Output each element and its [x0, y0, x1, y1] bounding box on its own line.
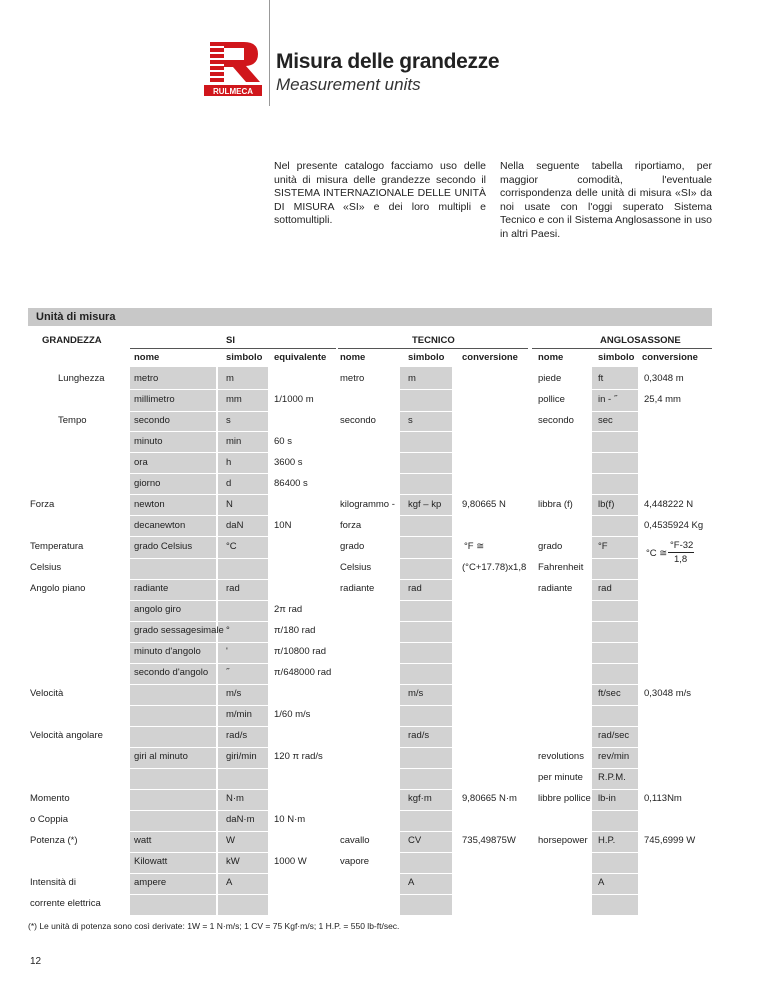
- row-sep: [130, 536, 710, 537]
- cell: Celsius: [340, 562, 372, 573]
- cell: kW: [226, 856, 240, 867]
- cell: giri/min: [226, 751, 257, 762]
- row-sep: [130, 789, 710, 790]
- row-sep: [130, 558, 710, 559]
- intro-paragraph-right: Nella seguente tabella riportiamo, per maggior comodità, l'eventuale corrispondenza delle unità di misura «SI» da noi usate con l'oggi superato Sistema Tecnico e con il Sistema Anglosassone in uso in altri Paesi.: [500, 160, 712, 240]
- cell: pollice: [538, 394, 565, 405]
- cell: libbra (f): [538, 499, 573, 510]
- cell: A: [408, 877, 415, 888]
- cell: 10 N·m: [274, 814, 306, 825]
- cell: grado sessagesimale: [134, 625, 224, 636]
- cell: 86400 s: [274, 478, 308, 489]
- svg-text:RULMECA: RULMECA: [213, 87, 253, 96]
- cell: s: [226, 415, 231, 426]
- cell: π/648000 rad: [274, 667, 332, 678]
- cell: 1000 W: [274, 856, 307, 867]
- cell: A: [226, 877, 233, 888]
- subheader-si-equivalente: equivalente: [274, 352, 327, 363]
- cell: angolo giro: [134, 604, 182, 615]
- cell: daN: [226, 520, 244, 531]
- subheader-ang-conversione: conversione: [642, 352, 698, 363]
- row-sep: [130, 515, 710, 516]
- row-sep: [130, 873, 710, 874]
- subheader-si-nome: nome: [134, 352, 160, 363]
- cell: lb(f): [598, 499, 615, 510]
- cell: vapore: [340, 856, 370, 867]
- cell: kgf·m: [408, 793, 432, 804]
- cell: o Coppia: [30, 814, 69, 825]
- cell: °F: [598, 541, 608, 552]
- row-sep: [130, 726, 710, 727]
- cell: Celsius: [30, 562, 62, 573]
- cell: radiante: [340, 583, 375, 594]
- cell: Fahrenheit: [538, 562, 584, 573]
- cell: kilogrammo -: [340, 499, 395, 510]
- cell: 745,6999 W: [644, 835, 696, 846]
- fraction-bar: [668, 552, 694, 553]
- cell: millimetro: [134, 394, 175, 405]
- rule-anglo: [532, 348, 712, 349]
- cell: grado: [538, 541, 563, 552]
- row-sep: [130, 411, 710, 412]
- cell: rev/min: [598, 751, 630, 762]
- cell: N·m: [226, 793, 244, 804]
- cell: CV: [408, 835, 422, 846]
- cell: cavallo: [340, 835, 370, 846]
- cell: 1/1000 m: [274, 394, 314, 405]
- cell: ˝: [226, 667, 230, 678]
- cell: H.P.: [598, 835, 616, 846]
- row-sep: [130, 452, 710, 453]
- cell: Kilowatt: [134, 856, 168, 867]
- cell: ora: [134, 457, 148, 468]
- row-sep: [130, 684, 710, 685]
- cell: Momento: [30, 793, 70, 804]
- cell: grado: [340, 541, 365, 552]
- cell: 0,3048 m/s: [644, 688, 691, 699]
- cell: giorno: [134, 478, 161, 489]
- rule-tecnico: [338, 348, 528, 349]
- cell: rad: [226, 583, 240, 594]
- cell: m/min: [226, 709, 252, 720]
- row-sep: [130, 852, 710, 853]
- intro-paragraph-left: Nel presente catalogo facciamo uso delle unità di misura delle grandezze secondo il SISTEMA INTERNAZIONALE DELLE UNITÀ DI MISURA «SI» e dei loro multipli e sottomultipli.: [274, 160, 486, 226]
- cell: R.P.M.: [598, 772, 626, 783]
- cell: ': [226, 646, 228, 657]
- cell: ampere: [134, 877, 167, 888]
- cell: rad: [408, 583, 422, 594]
- cell: rad/s: [226, 730, 248, 741]
- cell: per minute: [538, 772, 583, 783]
- header-grandezza: GRANDEZZA: [42, 335, 102, 346]
- footnote: (*) Le unità di potenza sono così derivate: 1W = 1 N·m/s; 1 CV = 75 Kgf·m/s; 1 H.P. = 550 lb-ft/sec.: [28, 921, 400, 931]
- cell: corrente elettrica: [30, 898, 101, 909]
- header-tecnico: TECNICO: [412, 335, 455, 346]
- cell: 25,4 mm: [644, 394, 681, 405]
- cell: Forza: [30, 499, 55, 510]
- page-number: 12: [30, 956, 42, 967]
- row-sep: [130, 768, 710, 769]
- subheader-si-simbolo: simbolo: [226, 352, 263, 363]
- cell: 3600 s: [274, 457, 303, 468]
- cell: metro: [134, 373, 159, 384]
- shade-si-nome: [130, 367, 216, 915]
- cell: kgf – kp: [408, 499, 442, 510]
- cell: rad: [598, 583, 612, 594]
- cell: π/10800 rad: [274, 646, 326, 657]
- cell: 9,80665 N: [462, 499, 506, 510]
- cell: Velocità angolare: [30, 730, 103, 741]
- cell: m/s: [226, 688, 242, 699]
- cell: minuto d'angolo: [134, 646, 201, 657]
- row-sep: [130, 621, 710, 622]
- cell: °: [226, 625, 230, 636]
- formula-denominator: 1,8: [674, 554, 688, 565]
- cell: Intensità di: [30, 877, 76, 888]
- row-sep: [130, 747, 710, 748]
- cell: revolutions: [538, 751, 584, 762]
- subheader-tec-conversione: conversione: [462, 352, 518, 363]
- subheader-ang-simbolo: simbolo: [598, 352, 635, 363]
- cell: s: [408, 415, 413, 426]
- formula-lhs: °C ≅: [646, 548, 668, 559]
- row-sep: [130, 431, 710, 432]
- cell: N: [226, 499, 233, 510]
- header-anglosassone: ANGLOSASSONE: [600, 335, 681, 346]
- cell: daN·m: [226, 814, 255, 825]
- cell: sec: [598, 415, 613, 426]
- row-sep: [130, 705, 710, 706]
- header-si: SI: [226, 335, 235, 346]
- cell: decanewton: [134, 520, 186, 531]
- cell: ft/sec: [598, 688, 621, 699]
- cell: Lunghezza: [58, 373, 105, 384]
- cell: lb-in: [598, 793, 616, 804]
- cell: min: [226, 436, 242, 447]
- cell: m: [408, 373, 416, 384]
- cell: m/s: [408, 688, 424, 699]
- cell: forza: [340, 520, 362, 531]
- cell: secondo: [134, 415, 170, 426]
- cell: piede: [538, 373, 562, 384]
- cell: 10N: [274, 520, 292, 531]
- cell: °F ≅: [464, 541, 485, 552]
- cell: Angolo piano: [30, 583, 86, 594]
- cell: d: [226, 478, 232, 489]
- cell: π/180 rad: [274, 625, 316, 636]
- cell: minuto: [134, 436, 163, 447]
- row-sep: [130, 389, 710, 390]
- cell: in - ˝: [598, 394, 617, 405]
- header-divider: [269, 0, 270, 106]
- cell: giri al minuto: [134, 751, 188, 762]
- row-sep: [130, 494, 710, 495]
- page-subtitle: Measurement units: [276, 75, 421, 94]
- row-sep: [130, 663, 710, 664]
- cell: h: [226, 457, 232, 468]
- shade-si-simbolo: [218, 367, 268, 915]
- row-sep: [130, 473, 710, 474]
- cell: Temperatura: [30, 541, 84, 552]
- cell: grado Celsius: [134, 541, 193, 552]
- cell: A: [598, 877, 605, 888]
- cell: 4,448222 N: [644, 499, 694, 510]
- cell: 735,49875W: [462, 835, 516, 846]
- shade-ang-simbolo: [592, 367, 638, 915]
- cell: rad/sec: [598, 730, 630, 741]
- cell: mm: [226, 394, 242, 405]
- cell: 0,3048 m: [644, 373, 684, 384]
- cell: ft: [598, 373, 604, 384]
- cell: secondo: [538, 415, 574, 426]
- row-sep: [130, 894, 710, 895]
- cell: newton: [134, 499, 165, 510]
- row-sep: [130, 831, 710, 832]
- row-sep: [130, 600, 710, 601]
- subheader-tec-nome: nome: [340, 352, 366, 363]
- page-title: Misura delle grandezze: [276, 50, 500, 73]
- cell: secondo: [340, 415, 376, 426]
- cell: metro: [340, 373, 365, 384]
- section-title: Unità di misura: [36, 311, 116, 323]
- row-sep: [130, 579, 710, 580]
- cell: radiante: [134, 583, 169, 594]
- cell: 0,4535924 Kg: [644, 520, 704, 531]
- cell: 120 π rad/s: [274, 751, 323, 762]
- cell: 60 s: [274, 436, 292, 447]
- section-bar: [28, 308, 712, 326]
- subheader-tec-simbolo: simbolo: [408, 352, 445, 363]
- cell: rad/s: [408, 730, 430, 741]
- cell: 0,113Nm: [644, 793, 682, 804]
- cell: °C: [226, 541, 237, 552]
- cell: watt: [134, 835, 152, 846]
- cell: 2π rad: [274, 604, 303, 615]
- cell: libbre pollice: [538, 793, 591, 804]
- cell: radiante: [538, 583, 573, 594]
- rule-si: [130, 348, 336, 349]
- subheader-ang-nome: nome: [538, 352, 564, 363]
- cell: 1/60 m/s: [274, 709, 311, 720]
- cell: 9,80665 N·m: [462, 793, 517, 804]
- formula-numerator: °F-32: [670, 540, 694, 551]
- cell: Potenza (*): [30, 835, 78, 846]
- cell: secondo d'angolo: [134, 667, 209, 678]
- rulmeca-logo: [202, 38, 264, 98]
- row-sep: [130, 810, 710, 811]
- cell: m: [226, 373, 234, 384]
- shade-tec-simbolo: [400, 367, 452, 915]
- cell: horsepower: [538, 835, 588, 846]
- cell: W: [226, 835, 235, 846]
- cell: Velocità: [30, 688, 64, 699]
- cell: Tempo: [58, 415, 87, 426]
- cell: (°C+17.78)x1,8: [462, 562, 527, 573]
- row-sep: [130, 642, 710, 643]
